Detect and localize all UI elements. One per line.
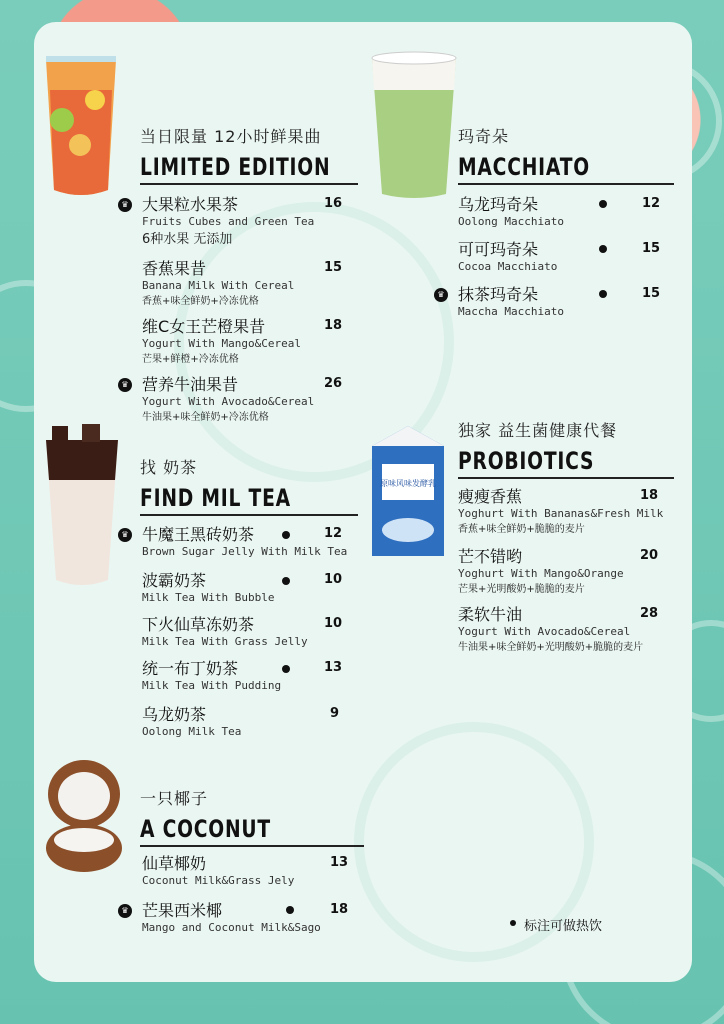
milk-tea-section: [140, 455, 394, 516]
item-name: 下火仙草冻奶茶: [142, 615, 255, 634]
menu-item: [142, 612, 308, 648]
menu-item: [458, 544, 624, 595]
hot-available-dot: [599, 200, 607, 208]
item-name: 波霸奶茶: [142, 571, 207, 590]
item-price: 12: [324, 526, 343, 541]
coconut-zh-title: 一只椰子: [140, 789, 209, 808]
yogurt-carton-image: [366, 420, 450, 560]
item-price: 15: [324, 260, 343, 275]
item-name: 芒不错哟: [458, 547, 523, 566]
item-english: Fruits Cubes and Green Tea: [142, 215, 315, 228]
item-english: Yoghurt With Bananas&Fresh Milk: [458, 507, 664, 520]
macchiato-rule: [458, 183, 674, 185]
menu-item: [142, 656, 281, 692]
item-name: 香蕉果昔: [142, 259, 207, 278]
item-name: 乌龙奶茶: [142, 705, 207, 724]
macchiato-en-title: MACCHIATO: [458, 153, 590, 181]
probiotics-zh-title: 独家 益生菌健康代餐: [458, 421, 618, 440]
item-price: 10: [324, 616, 343, 631]
item-english: Milk Tea With Grass Jelly: [142, 635, 308, 648]
macchiato-zh-title: 玛奇朵: [458, 127, 510, 146]
item-note: 牛油果+味全鲜奶+冷冻优格: [142, 412, 269, 423]
item-name: 大果粒水果茶: [142, 195, 239, 214]
coconut-image: [40, 756, 126, 874]
item-price: 26: [324, 376, 343, 391]
menu-item: [458, 282, 564, 318]
item-price: 13: [324, 660, 343, 675]
item-note: 香蕉+味全鲜奶+冷冻优格: [142, 296, 259, 307]
limited-rule: [140, 183, 358, 185]
item-name: 瘦瘦香蕉: [458, 487, 523, 506]
item-english: Banana Milk With Cereal: [142, 279, 295, 292]
item-name: 乌龙玛奇朵: [458, 195, 539, 214]
hot-drink-icon: ♛: [118, 198, 132, 212]
hot-available-dot: [599, 245, 607, 253]
carton-label: 原味风味发酵乳: [380, 479, 436, 488]
item-name: 维C女王芒橙果昔: [142, 317, 266, 336]
hot-drink-icon: ♛: [118, 378, 132, 392]
probiotics-section: [458, 418, 688, 479]
probiotics-en-title: PROBIOTICS: [458, 447, 595, 475]
item-english: Coconut Milk&Grass Jely: [142, 874, 295, 887]
menu-item: [142, 314, 301, 365]
probiotics-rule: [458, 477, 674, 479]
coconut-rule: [140, 845, 364, 847]
item-english: Yogurt With Mango&Cereal: [142, 337, 301, 350]
coconut-en-title: A COCONUT: [140, 815, 271, 843]
item-price: 16: [324, 196, 343, 211]
item-name: 牛魔王黑砖奶茶: [142, 525, 255, 544]
matcha-macchiato-image: [368, 50, 460, 202]
item-price: 20: [640, 548, 659, 563]
fruit-tea-image: [40, 50, 122, 200]
item-english: Oolong Milk Tea: [142, 725, 242, 738]
item-english: Yogurt With Avocado&Cereal: [142, 395, 315, 408]
hot-drink-icon: ♛: [434, 288, 448, 302]
menu-item: [142, 568, 274, 604]
item-english: Cocoa Macchiato: [458, 260, 558, 273]
item-price: 18: [324, 318, 343, 333]
menu-item: [142, 192, 314, 247]
hot-drink-footnote: 标注可做热饮: [524, 919, 603, 934]
item-name: 营养牛油果昔: [142, 375, 239, 394]
item-name: 统一布丁奶茶: [142, 659, 239, 678]
item-english: Brown Sugar Jelly With Milk Tea: [142, 545, 348, 558]
macchiato-section: [458, 124, 688, 185]
item-price: 10: [324, 572, 343, 587]
milk-tea-en-title: FIND MIL TEA: [140, 484, 291, 512]
limited-zh-title: 当日限量 12小时鲜果曲: [140, 127, 322, 146]
item-english: Maccha Macchiato: [458, 305, 564, 318]
hot-available-dot: [599, 290, 607, 298]
coconut-section: [140, 786, 400, 847]
item-price: 18: [640, 488, 659, 503]
item-price: 9: [330, 706, 340, 721]
item-note: 6种水果 无添加: [142, 232, 233, 247]
item-name: 仙草椰奶: [142, 854, 207, 873]
item-price: 28: [640, 606, 659, 621]
grass-jelly-milk-tea-image: [42, 420, 122, 590]
item-price: 12: [642, 196, 661, 211]
menu-item: [458, 484, 663, 535]
item-english: Oolong Macchiato: [458, 215, 564, 228]
item-price: 18: [330, 902, 349, 917]
milk-tea-rule: [140, 514, 358, 516]
hot-drink-icon: ♛: [118, 904, 132, 918]
hot-drink-icon: ♛: [118, 528, 132, 542]
menu-item: [458, 237, 557, 273]
item-name: 抹茶玛奇朵: [458, 285, 539, 304]
menu-item: [142, 898, 321, 934]
menu-item: [458, 602, 643, 653]
item-price: 13: [330, 855, 349, 870]
item-name: 芒果西米椰: [142, 901, 223, 920]
item-name: 可可玛奇朵: [458, 240, 539, 259]
menu-item: [458, 192, 564, 228]
hot-available-dot: [286, 906, 294, 914]
item-english: Milk Tea With Bubble: [142, 591, 275, 604]
hot-available-dot: [282, 531, 290, 539]
item-english: Milk Tea With Pudding: [142, 679, 282, 692]
item-english: Mango and Coconut Milk&Sago: [142, 921, 321, 934]
limited-section: [140, 124, 394, 185]
item-note: 牛油果+味全鲜奶+光明酸奶+脆脆的麦片: [458, 642, 644, 653]
item-english: Yogurt With Avocado&Cereal: [458, 625, 631, 638]
item-note: 芒果+鲜橙+冷冻优格: [142, 354, 239, 365]
item-price: 15: [642, 241, 661, 256]
item-english: Yoghurt With Mango&Orange: [458, 567, 624, 580]
menu-card: [34, 22, 692, 982]
item-note: 芒果+光明酸奶+脆脆的麦片: [458, 584, 585, 595]
menu-item: [142, 522, 347, 558]
hot-available-dot: [510, 920, 516, 926]
item-note: 香蕉+味全鲜奶+脆脆的麦片: [458, 524, 585, 535]
item-name: 柔软牛油: [458, 605, 523, 624]
milk-tea-zh-title: 找 奶茶: [140, 458, 198, 477]
menu-item: [142, 702, 241, 738]
menu-item: [142, 256, 294, 307]
hot-available-dot: [282, 577, 290, 585]
limited-en-title: LIMITED EDITION: [140, 153, 331, 181]
hot-available-dot: [282, 665, 290, 673]
item-price: 15: [642, 286, 661, 301]
menu-item: [142, 372, 314, 423]
menu-item: [142, 851, 294, 887]
